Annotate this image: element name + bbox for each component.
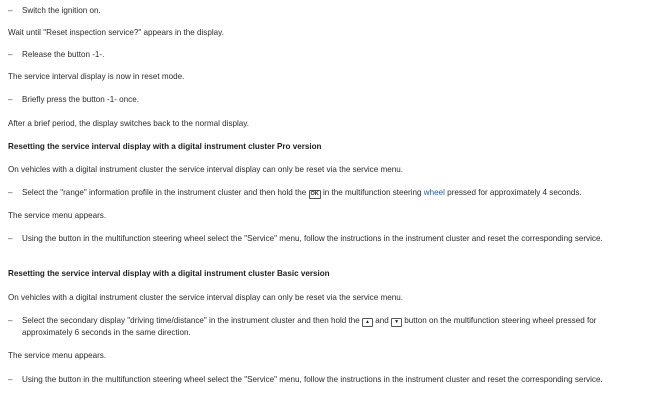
step-press-button [8,94,638,105]
heading-pro-version: Resetting the service interval display with a digital instrument cluster Pro version [8,142,322,151]
step-dash: – [8,375,13,384]
step-dash: – [8,188,13,197]
step-text: Using the button in the multifunction steering wheel select the "Service" menu, follow the instructions in the instrument cluster and reset the corresponding service. [22,234,603,243]
step-release-button [8,49,638,60]
step-select-secondary-display [8,315,638,338]
step-select-range [8,187,638,199]
paragraph-wait: Wait until "Reset inspection service?" appears in the display. [8,28,224,37]
paragraph-service-menu-appears: The service menu appears. [8,211,107,220]
step-select-service-menu-2 [8,374,638,385]
step-text: Briefly press the button -1- once. [22,95,139,104]
heading-basic-version: Resetting the service interval display with a digital instrument cluster Basic version [8,269,330,278]
step-text: Using the button in the multifunction steering wheel select the "Service" menu, follow the instructions in the instrument cluster and reset the corresponding service. [22,375,603,384]
step-text-before: Select the "range" information profile in the instrument cluster and then hold the [22,188,309,197]
step-dash: – [8,316,13,325]
step-text-middle: in the multifunction steering [320,188,424,197]
step-dash: – [8,234,13,243]
paragraph-brief-period: After a brief period, the display switches back to the normal display. [8,119,249,128]
step-text: Release the button -1-. [22,50,105,59]
step-text-after: button on the multifunction steering wheel pressed for approximately 6 seconds in the same direction. [22,316,597,337]
up-arrow-key-icon: ▲ [362,318,373,327]
paragraph-pro-intro: On vehicles with a digital instrument cluster the service interval display can only be reset via the service menu. [8,165,403,174]
step-dash: – [8,50,13,59]
step-dash: – [8,6,13,15]
paragraph-basic-intro: On vehicles with a digital instrument cluster the service interval display can only be reset via the service menu. [8,293,403,302]
step-text-and: and [373,316,392,325]
step-text-before: Select the secondary display "driving time/distance" in the instrument cluster and then hold the [22,316,363,325]
paragraph-service-menu-appears-2: The service menu appears. [8,351,107,360]
paragraph-reset-mode: The service interval display is now in reset mode. [8,72,185,81]
ok-key-icon: OK [310,191,319,197]
wheel-link[interactable]: wheel [423,188,445,197]
step-text: Switch the ignition on. [22,6,101,15]
step-text [22,315,638,338]
step-switch-ignition [8,5,638,16]
step-dash: – [8,95,13,104]
step-select-service-menu [8,233,638,244]
down-arrow-key-icon: ▼ [391,318,402,327]
step-text-after: pressed for approximately 4 seconds. [444,188,582,197]
